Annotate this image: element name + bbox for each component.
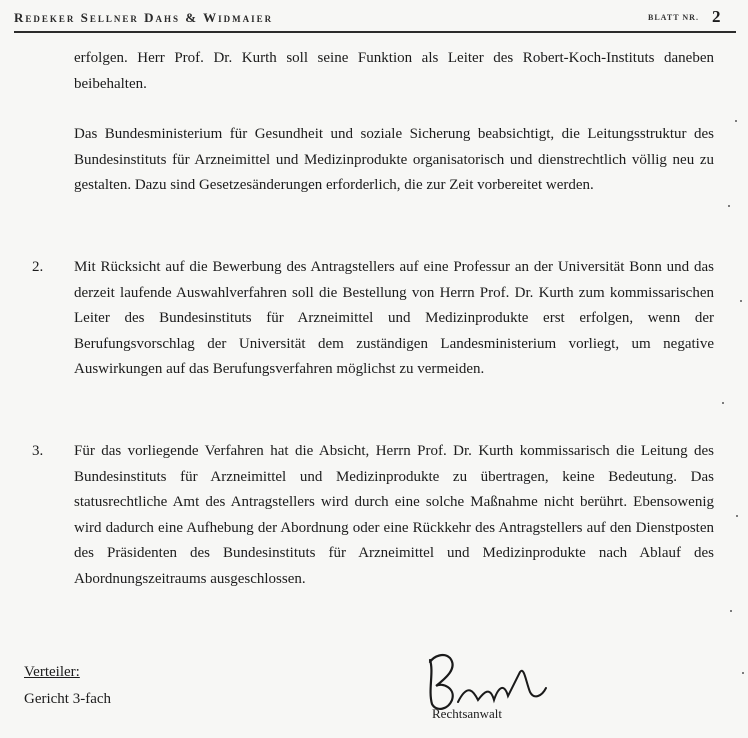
paragraph-intro: erfolgen. Herr Prof. Dr. Kurth soll seine Funktion als Leiter des Robert-Koch-Instituts daneben beibehalten. xyxy=(74,50,714,92)
item-text: Für das vorliegende Verfahren hat die Absicht, Herrn Prof. Dr. Kurth kommissarisch die Leitung des Bundesinstituts für Arzneimittel und Medizinprodukte zu übertragen, keine Bedeutung. Das statusrechtliche Amt des Antragstellers wird durch eine solche Maßnahme nicht berührt. Ebensowenig wird dadurch eine Aufhebung der Abordnung oder eine Rückkehr des Antragstellers auf den Dienstposten des Präsidenten des Bundesinstituts für Arzneimittel und Medizinprodukte nach Ablauf des Abordnungszeitraums ausgeschlossen. xyxy=(74,443,714,587)
header-rule xyxy=(14,31,736,33)
scan-speck xyxy=(730,610,732,612)
letterhead xyxy=(0,0,748,34)
firm-name: Redeker Sellner Dahs & Widmaier xyxy=(14,10,274,25)
distribution-label: Verteiler: xyxy=(24,664,80,680)
item-text: Mit Rücksicht auf die Bewerbung des Antragstellers auf eine Professur an der Universität Bonn und das derzeit laufende Auswahlverfahren soll die Bestellung von Herrn Prof. Dr. Kurth zum kommissarischen Leiter des Bundesinstituts für Arzneimittel und Medizinprodukte erst erfolgen, wenn der Berufungsvorschlag der Universität dem zuständigen Landesministerium vorliegt, um negative Auswirkungen auf das Berufungsverfahren möglichst zu vermeiden. xyxy=(74,259,714,377)
item-number: 3. xyxy=(32,443,44,459)
scan-speck xyxy=(742,672,744,674)
signature-caption: Rechtsanwalt xyxy=(432,706,503,721)
scan-speck xyxy=(735,120,737,122)
scan-speck xyxy=(740,300,742,302)
paragraph-ministry: Das Bundesministerium für Gesundheit und soziale Sicherung beabsichtigt, die Leitungsstruktur des Bundesinstituts für Arzneimittel und Medizinprodukte organisatorisch und dienstrechtlich völlig neu zu gestalten. Dazu sind Gesetzesänderungen erforderlich, die zur Zeit vorbereitet werden. xyxy=(74,126,714,193)
scan-speck xyxy=(736,515,738,517)
scan-speck xyxy=(722,402,724,404)
item-number: 2. xyxy=(32,259,44,275)
sheet-number: 2 xyxy=(712,7,721,26)
distribution-value: Gericht 3-fach xyxy=(24,691,112,707)
scan-speck xyxy=(728,205,730,207)
sheet-label: BLATT NR. xyxy=(648,13,699,22)
